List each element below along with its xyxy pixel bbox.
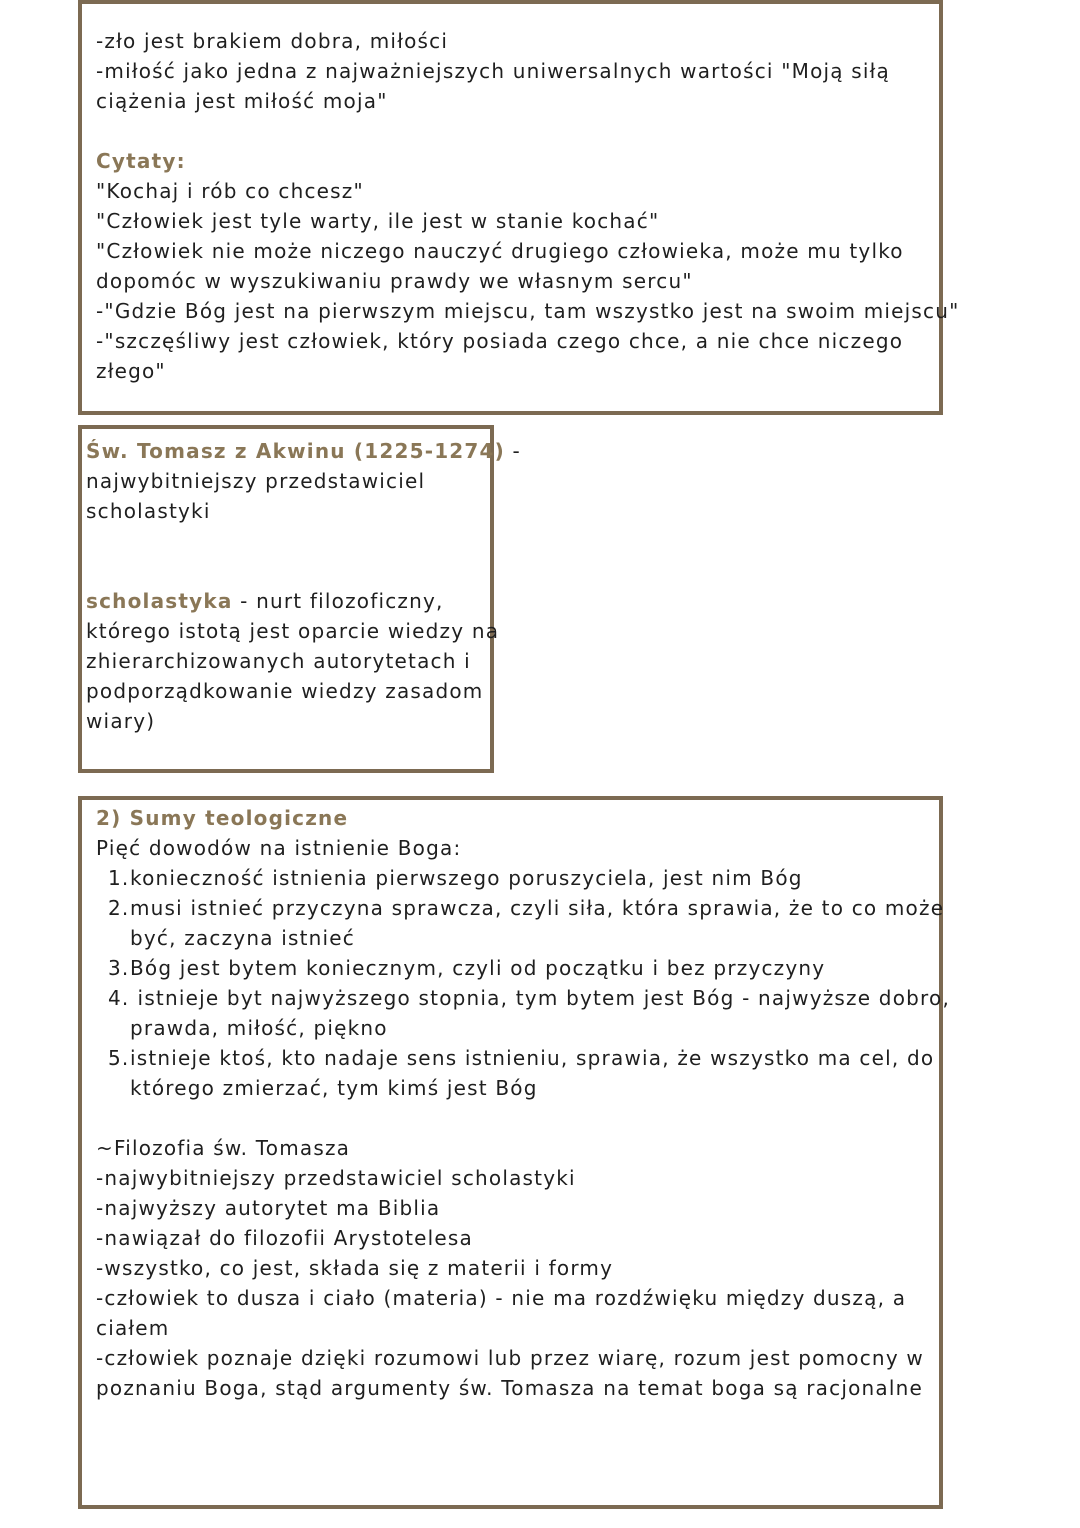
scholasticism-term-suffix: - nurt filozoficzny,: [232, 589, 444, 613]
philosophy-line: -najwybitniejszy przedstawiciel scholastyki: [96, 1166, 576, 1190]
proof-text: istnieje ktoś, kto nadaje sens istnieniu, sprawia, że wszystko ma cel, do: [130, 1046, 935, 1070]
philosophy-line: poznaniu Boga, stąd argumenty św. Tomasza na temat boga są racjonalne: [96, 1376, 923, 1400]
philosophy-line: -wszystko, co jest, składa się z materii i formy: [96, 1256, 614, 1280]
philosophy-line: ciałem: [96, 1316, 170, 1340]
proof-text: istnieje byt najwyższego stopnia, tym bytem jest Bóg - najwyższe dobro,: [130, 986, 951, 1010]
proof-item: [108, 863, 803, 893]
proof-number: 1.: [108, 866, 130, 890]
aquinas-title: [86, 436, 521, 466]
proof-text: konieczność istnienia pierwszego poruszyciela, jest nim Bóg: [130, 866, 803, 890]
philosophy-line: -najwyższy autorytet ma Biblia: [96, 1196, 441, 1220]
proof-number: 5.: [108, 1046, 130, 1070]
quote-line: "Człowiek nie może niczego nauczyć drugiego człowieka, może mu tylko: [96, 239, 904, 263]
definition-line: którego istotą jest oparcie wiedzy na: [86, 619, 500, 643]
aquinas-title-line: najwybitniejszy przedstawiciel: [86, 469, 426, 493]
quotes-heading: Cytaty:: [96, 149, 186, 173]
definition-line: podporządkowanie wiedzy zasadom: [86, 679, 484, 703]
proof-number: 3.: [108, 956, 130, 980]
proof-text: musi istnieć przyczyna sprawcza, czyli siła, która sprawia, że to co może: [130, 896, 945, 920]
quote-line: "Człowiek jest tyle warty, ile jest w stanie kochać": [96, 209, 660, 233]
proofs-intro: Pięć dowodów na istnienie Boga:: [96, 836, 462, 860]
proof-text: Bóg jest bytem koniecznym, czyli od początku i bez przyczyny: [130, 956, 826, 980]
philosophy-line: -człowiek poznaje dzięki rozumowi lub przez wiarę, rozum jest pomocny w: [96, 1346, 924, 1370]
philosophy-line: ~Filozofia św. Tomasza: [96, 1136, 351, 1160]
definition-line: wiary): [86, 709, 156, 733]
proof-item: [108, 953, 825, 983]
intro-line: -zło jest brakiem dobra, miłości: [96, 29, 449, 53]
quote-line: -"Gdzie Bóg jest na pierwszym miejscu, tam wszystko jest na swoim miejscu": [96, 299, 960, 323]
quote-line: dopomóc w wyszukiwaniu prawdy we własnym sercu": [96, 269, 693, 293]
philosophy-line: -człowiek to dusza i ciało (materia) - nie ma rozdźwięku między duszą, a: [96, 1286, 907, 1310]
notes-box-summa: [78, 796, 951, 1509]
proof-text-continued: którego zmierzać, tym kimś jest Bóg: [130, 1076, 538, 1100]
scholasticism-definition: [86, 586, 444, 616]
proof-number: 2.: [108, 896, 130, 920]
aquinas-title-suffix: -: [505, 439, 521, 463]
philosophy-line: -nawiązał do filozofii Arystotelesa: [96, 1226, 473, 1250]
scholasticism-term: scholastyka: [86, 589, 233, 613]
proof-number: 4.: [108, 986, 130, 1010]
notes-box-aquinas: [78, 425, 521, 773]
proof-item: [108, 1043, 934, 1073]
proof-item: [108, 983, 950, 1013]
proof-item: [108, 893, 944, 923]
intro-line: ciążenia jest miłość moja": [96, 89, 388, 113]
summa-heading: 2) Sumy teologiczne: [96, 806, 349, 830]
proof-text-continued: prawda, miłość, piękno: [130, 1016, 388, 1040]
quote-line: -"szczęśliwy jest człowiek, który posiada czego chce, a nie chce niczego: [96, 329, 904, 353]
proof-text-continued: być, zaczyna istnieć: [130, 926, 355, 950]
definition-line: zhierarchizowanych autorytetach i: [86, 649, 471, 673]
quote-line: złego": [96, 359, 166, 383]
aquinas-title-line: scholastyki: [86, 499, 211, 523]
quote-line: "Kochaj i rób co chcesz": [96, 179, 364, 203]
notes-box-augustine: [78, 0, 960, 415]
aquinas-name: Św. Tomasz z Akwinu (1225-1274): [86, 439, 505, 463]
intro-line: -miłość jako jedna z najważniejszych uniwersalnych wartości "Moją siłą: [96, 59, 890, 83]
